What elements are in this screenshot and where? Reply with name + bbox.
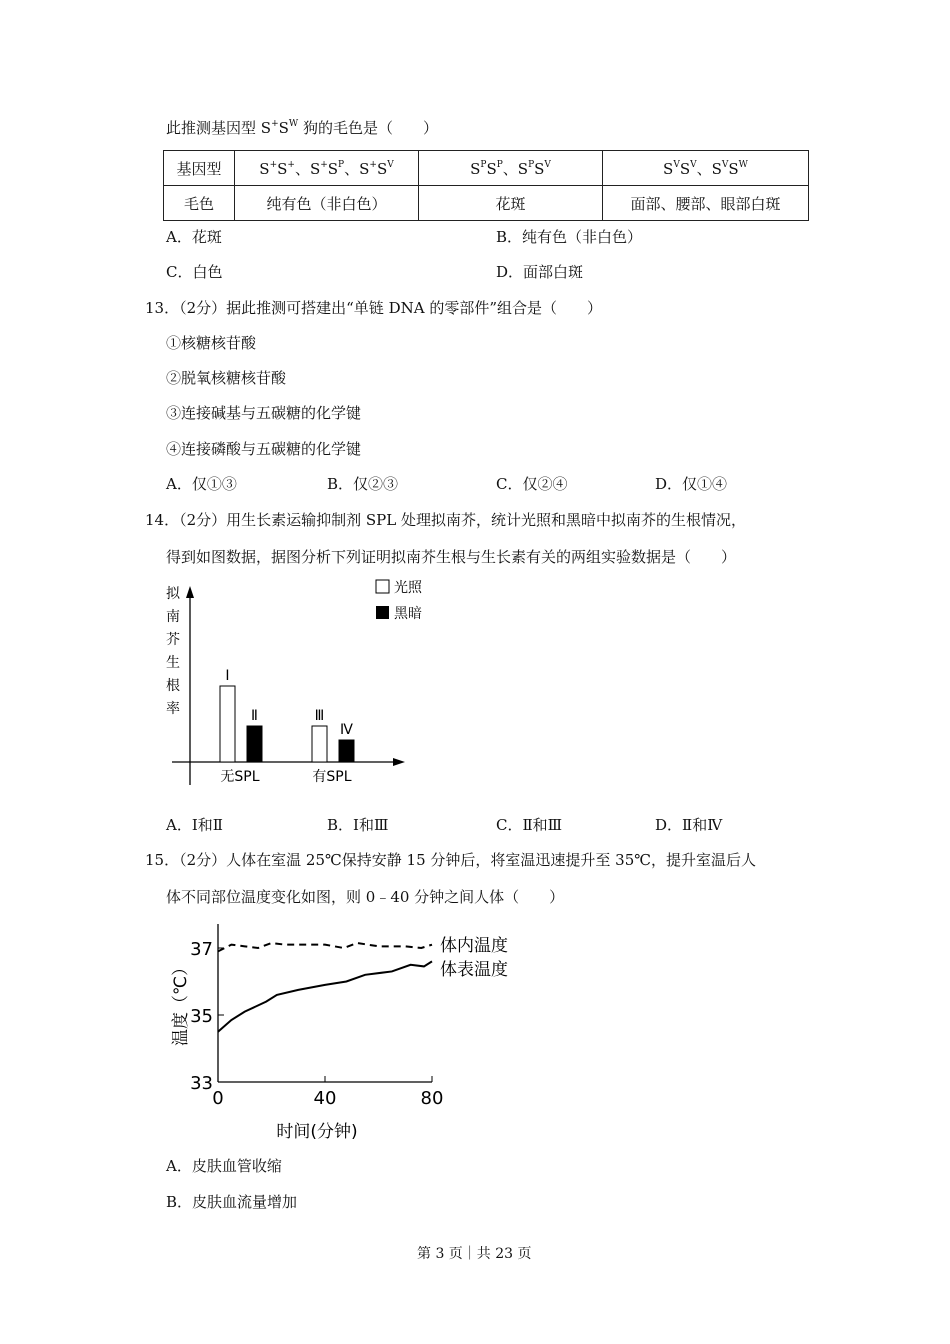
q14-stem: 14．（2分）用生长素运输抑制剂 SPL 处理拟南芥，统计光照和黑暗中拟南芥的生根情况，: [145, 511, 746, 529]
x-tick-label: 无SPL: [220, 769, 260, 785]
series-label: 体内温度: [440, 936, 508, 956]
q14-option-b: B．Ⅰ和Ⅲ: [327, 816, 389, 834]
q13-item: ①核糖核苷酸: [166, 334, 257, 352]
y-axis-label-char: 生: [166, 655, 180, 671]
bar: [339, 740, 354, 762]
q13-option-c: C．仅②④: [496, 475, 568, 493]
bar: [220, 686, 235, 762]
q13-option-d: D．仅①④: [655, 475, 728, 493]
q13-option-b: B．仅②③: [327, 475, 399, 493]
q12-stem-text: 此推测基因型: [166, 119, 257, 137]
q15-option-b: B．皮肤血流量增加: [166, 1193, 298, 1211]
y-axis-label-char: 南: [166, 609, 180, 625]
page-footer: 第 3 页｜共 23 页: [417, 1246, 532, 1262]
x-tick-label: 有SPL: [312, 769, 352, 785]
table-cell: $S^VS^V$、$S^VS^W$: [603, 151, 809, 186]
q15-stem: 15．（2分）人体在室温 25℃保持安静 15 分钟后，将室温迅速提升至 35℃，提升室温后人: [145, 851, 757, 869]
bar: [247, 726, 262, 762]
q12-option-b: B．纯有色（非白色）: [496, 228, 643, 246]
table-cell: 毛色: [164, 186, 235, 221]
q15-option-a: A．皮肤血管收缩: [166, 1157, 282, 1175]
y-tick-label: 33: [190, 1073, 213, 1094]
legend-swatch-dark: [376, 606, 389, 619]
series-label: 体表温度: [440, 960, 508, 980]
series-line: [218, 943, 432, 951]
legend-swatch-light: [376, 580, 389, 593]
y-tick-label: 35: [190, 1006, 213, 1027]
x-tick-label: 0: [212, 1088, 224, 1109]
q13-item: ②脱氧核糖核苷酸: [166, 369, 287, 387]
q12-option-c: C．白色: [166, 263, 223, 281]
y-axis-label: 温度（℃）: [171, 958, 191, 1046]
y-axis-label-char: 拟: [166, 586, 180, 602]
legend-label: 光照: [394, 580, 422, 596]
q15-stem-2: 体不同部位温度变化如图，则 0﹣40 分钟之间人体（ ）: [166, 888, 565, 906]
y-axis-label-char: 芥: [166, 632, 180, 648]
q14-stem-2: 得到如图数据，据图分析下列证明拟南芥生根与生长素有关的两组实验数据是（ ）: [166, 548, 737, 566]
x-axis-arrow-icon: [393, 758, 405, 766]
q14-option-c: C．Ⅱ和Ⅲ: [496, 816, 563, 834]
q13-option-a: A．仅①③: [166, 475, 237, 493]
q14-option-d: D．Ⅱ和Ⅳ: [655, 816, 723, 834]
q13-item: ③连接碱基与五碳糖的化学键: [166, 404, 362, 422]
q12-option-d: D．面部白斑: [496, 263, 584, 281]
x-axis-label: 时间(分钟): [276, 1122, 358, 1142]
x-tick-label: 40: [313, 1088, 337, 1109]
bar-label: Ⅱ: [251, 708, 258, 724]
q12-stem: 此推测基因型 $S^+S^W$ 狗的毛色是（ ）: [166, 119, 438, 137]
y-tick-label: 37: [190, 939, 213, 960]
q13-item: ④连接磷酸与五碳糖的化学键: [166, 440, 362, 458]
q12-option-a: A．花斑: [166, 228, 222, 246]
table-cell: 基因型: [164, 151, 235, 186]
legend-label: 黑暗: [394, 606, 422, 622]
y-axis-label-char: 率: [166, 701, 180, 717]
y-axis-label-char: 根: [166, 678, 180, 694]
table-cell: 面部、腰部、眼部白斑: [603, 186, 809, 221]
x-tick-label: 80: [420, 1088, 444, 1109]
q14-option-a: A．Ⅰ和Ⅱ: [166, 816, 223, 834]
q12-stem-end: 狗的毛色是（ ）: [302, 119, 438, 137]
series-line: [218, 961, 432, 1031]
table-cell: 花斑: [419, 186, 603, 221]
bar-label: Ⅲ: [314, 708, 325, 724]
table-cell: S+S+、$S^+S^P$、$S^+S^V$: [235, 151, 419, 186]
y-axis-arrow-icon: [186, 586, 194, 598]
table-cell: 纯有色（非白色）: [235, 186, 419, 221]
q13-stem: 13．（2分）据此推测可搭建出“单链 DNA 的零部件”组合是（ ）: [145, 299, 602, 317]
table-cell: $S^PS^P$、$S^PS^V$: [419, 151, 603, 186]
bar: [312, 726, 327, 762]
bar-label: Ⅳ: [340, 722, 353, 738]
bar-label: Ⅰ: [225, 668, 230, 684]
